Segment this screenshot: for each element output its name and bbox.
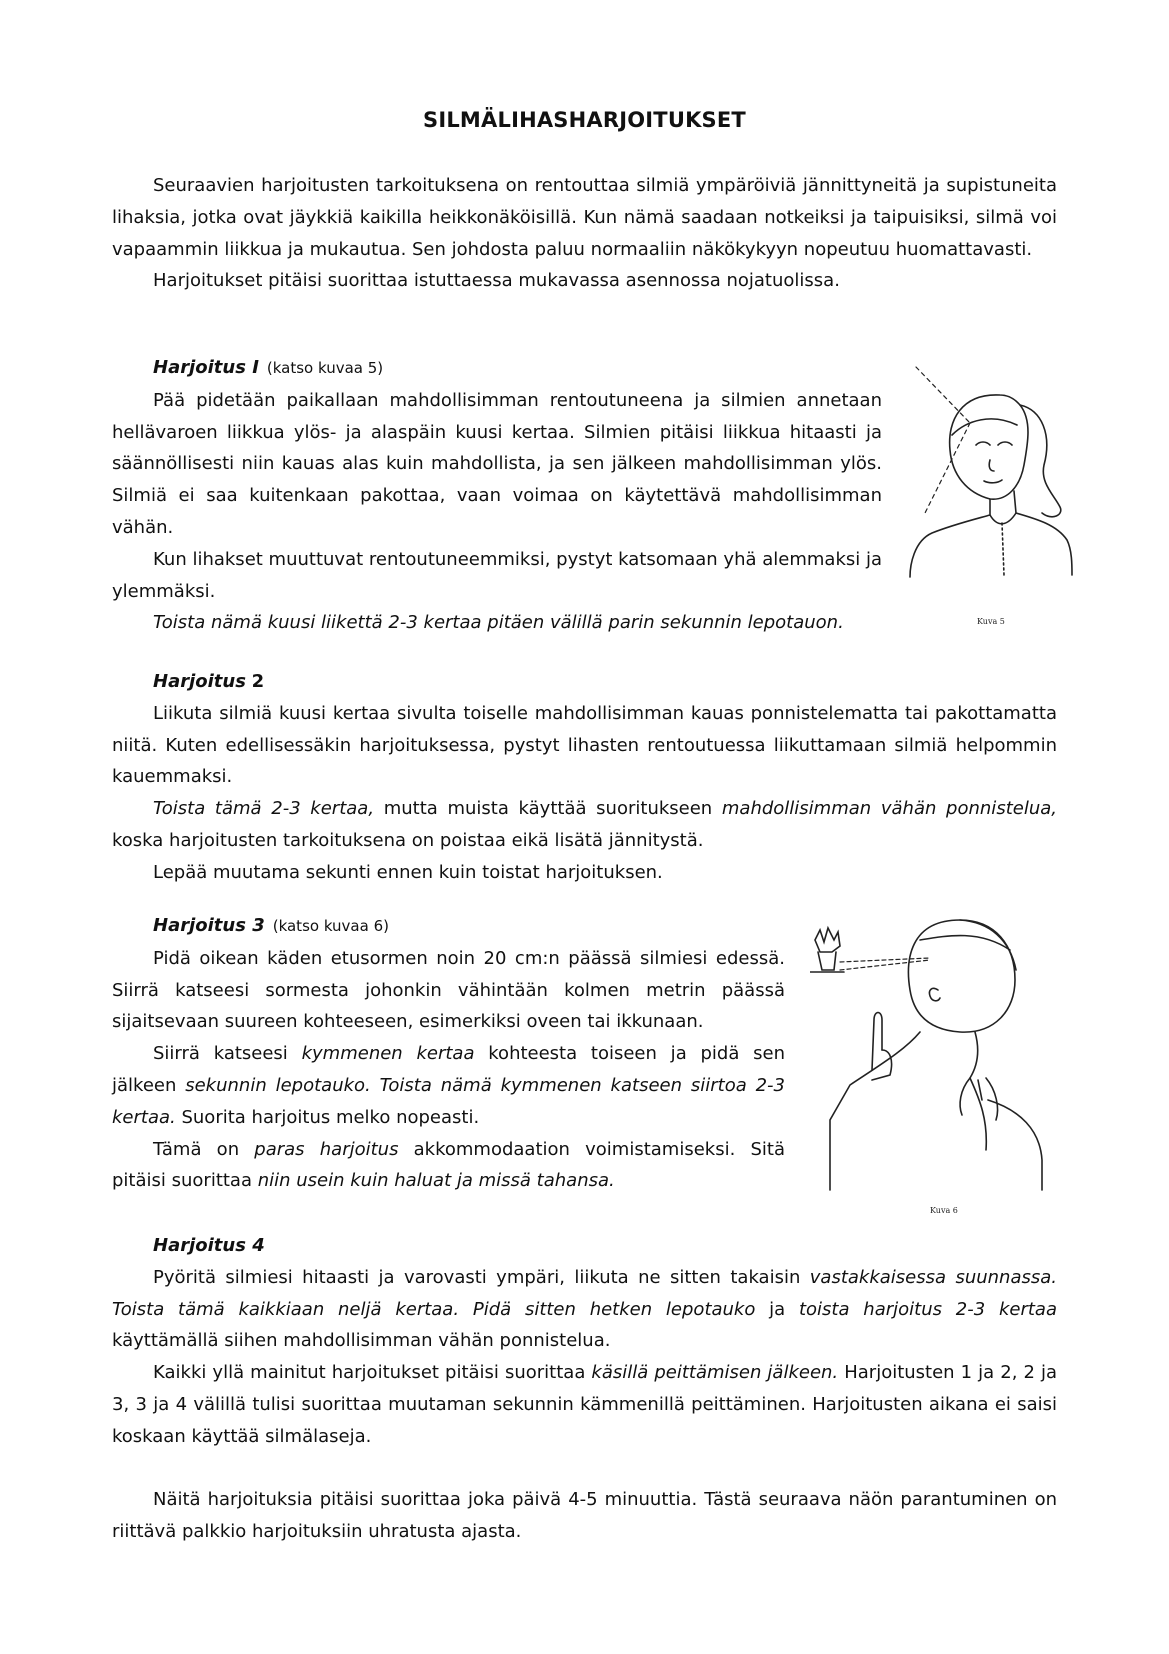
- exercise-2-text-end: koska harjoitusten tarkoituksena on poistaa eikä lisätä jännitystä.: [112, 829, 704, 851]
- exercise-2-number: 2: [251, 671, 265, 692]
- exercise-1-figure-reference: (katso kuvaa 5): [266, 359, 384, 377]
- intro-paragraph-1: Seuraavien harjoitusten tarkoituksena on rentouttaa silmiä ympäröiviä jännittyneitä ja supistuneita lihaksia, jotka ovat jäykkiä kaikilla heikkonäköisillä. Kun nämä saadaan notkeiksi ja taipuisiksi, silmä voi vapaammin liikkua ja mukautua. Sen johdosta paluu normaaliin näkökykyyn nopeutuu huomattavasti.: [112, 175, 1057, 260]
- exercise-4-paragraph-1: [112, 1262, 1057, 1357]
- exercise-3-title: Harjoitus 3: [153, 915, 265, 936]
- exercise-3-anywhere: niin usein kuin haluat ja missä tahansa.: [257, 1170, 615, 1192]
- exercise-2-paragraph-2: [112, 793, 1057, 857]
- exercise-1-paragraph-1: Pää pidetään paikallaan mahdollisimman rentoutuneena ja silmien annetaan hellävaroen liikkua ylös- ja alaspäin kuusi kertaa. Silmien pitäisi liikkua hitaasti ja säännöllisesti niin kauas alas kuin mahdollista, ja sen jälkeen mahdollisimman ylös. Silmiä ei saa kuitenkaan pakottaa, vaan voimaa on käytettävä mahdollisimman vähän.: [112, 389, 882, 538]
- exercise-4-section: [112, 1230, 1057, 1453]
- exercise-1-title: Harjoitus I: [153, 357, 259, 378]
- woman-looking-up-illustration: [892, 365, 1082, 615]
- exercise-4-paragraph-2: [112, 1357, 1057, 1452]
- exercise-3-heading: [153, 910, 785, 943]
- exercise-4-all-exercises: Kaikki yllä mainitut harjoitukset pitäisi suorittaa: [153, 1362, 592, 1384]
- figure-kuva-5-caption: Kuva 5: [977, 617, 1005, 626]
- exercise-1-heading: [153, 352, 882, 385]
- exercise-3-text-mid: kohteesta toiseen ja pidä sen jälkeen: [112, 1043, 785, 1096]
- exercise-2-effort-note: mahdollisimman vähän ponnistelua,: [721, 798, 1057, 820]
- exercise-3-paragraph-3: [112, 1134, 785, 1198]
- woman-focusing-finger-illustration: [810, 900, 1070, 1200]
- exercise-2-heading: [153, 666, 1057, 698]
- exercise-3-rest-instruction: sekunnin lepotauko. Toista nämä kymmenen katseen siirtoa 2-3 kertaa.: [112, 1074, 785, 1128]
- figure-kuva-6-caption: Kuva 6: [930, 1206, 958, 1215]
- exercise-3-best-exercise: paras harjoitus: [254, 1138, 399, 1160]
- exercise-4-after-palming: käsillä peittämisen jälkeen.: [591, 1362, 839, 1384]
- exercise-1-paragraph-2: Kun lihakset muuttuvat rentoutuneemmiksi, pystyt katsomaan yhä alemmaksi ja ylemmäksi.: [112, 548, 883, 602]
- exercise-2-paragraph-3: Lepää muutama sekunti ennen kuin toistat harjoituksen.: [153, 861, 663, 883]
- exercise-4-heading: [153, 1230, 1057, 1262]
- exercise-3-best-intro: Tämä on: [153, 1138, 255, 1160]
- exercise-1-section: [112, 352, 882, 639]
- exercise-4-palming-note: Harjoitusten 1 ja 2, 2 ja 3, 3 ja 4 välillä tulisi suorittaa muutaman sekunnin kämmenillä peittäminen. Harjoitusten aikana ei saisi koskaan käyttää silmälaseja.: [112, 1362, 1058, 1447]
- exercise-1-repeat-instruction: Toista nämä kuusi liikettä 2-3 kertaa pitäen välillä parin sekunnin lepotauon.: [153, 612, 844, 634]
- exercise-2-repeat-instruction: Toista tämä 2-3 kertaa,: [153, 798, 375, 820]
- exercise-2-paragraph-1: Liikuta silmiä kuusi kertaa sivulta toiselle mahdollisimman kauas ponnistelematta tai pakottamatta niitä. Kuten edellisessäkin harjoituksessa, pystyt lihasten rentoutuessa liikuttamaan silmiä helpommin kauemmaksi.: [112, 702, 1057, 788]
- exercise-3-text: Siirrä katseesi: [153, 1043, 302, 1065]
- page-title: SILMÄLIHASHARJOITUKSET: [423, 108, 746, 132]
- exercise-4-title: Harjoitus 4: [153, 1235, 265, 1256]
- exercise-3-figure-reference: (katso kuvaa 6): [272, 917, 389, 935]
- closing-paragraph: Näitä harjoituksia pitäisi suorittaa joka päivä 4-5 minuuttia. Tästä seuraava näön parantuminen on riittävä palkkio harjoituksiin uhratusta ajasta.: [112, 1489, 1057, 1542]
- exercise-1-paragraph-3: [112, 607, 882, 639]
- exercise-2-text: mutta muista käyttää suoritukseen: [374, 798, 722, 820]
- exercise-2-title: Harjoitus: [153, 671, 246, 692]
- exercise-3-text-end: Suorita harjoitus melko nopeasti.: [175, 1106, 480, 1128]
- exercise-3-ten-times: kymmenen kertaa: [301, 1043, 475, 1065]
- exercise-4-repeat: toista harjoitus 2-3 kertaa: [798, 1298, 1057, 1320]
- intro-paragraph-2: Harjoitukset pitäisi suorittaa istuttaessa mukavassa asennossa nojatuolissa.: [153, 270, 840, 292]
- exercise-3-paragraph-1: Pidä oikean käden etusormen noin 20 cm:n päässä silmiesi edessä. Siirrä katseesi sormesta johonkin vähintään kolmen metrin päässä sijaitsevaan suureen kohteeseen, esimerkiksi oveen tai ikkunaan.: [112, 947, 785, 1033]
- closing-section: [112, 1484, 1057, 1548]
- exercise-2-section: [112, 666, 1057, 889]
- exercise-4-text-end: käyttämällä siihen mahdollisimman vähän ponnistelua.: [112, 1330, 611, 1352]
- exercise-4-and: ja: [755, 1298, 799, 1320]
- figure-kuva-6: [810, 900, 1070, 1200]
- exercise-3-best-text: akkommodaation voimistamiseksi. Sitä pitäisi suorittaa: [112, 1138, 786, 1192]
- exercise-3-paragraph-2: [112, 1038, 785, 1133]
- intro-section: [112, 170, 1057, 297]
- exercise-4-opposite-direction: vastakkaisessa suunnassa. Toista tämä kaikkiaan neljä kertaa. Pidä sitten hetken lepotauko: [112, 1266, 1057, 1320]
- figure-kuva-5: [892, 365, 1082, 615]
- exercise-3-section: [112, 910, 785, 1197]
- exercise-4-text: Pyöritä silmiesi hitaasti ja varovasti ympäri, liikuta ne sitten takaisin: [153, 1266, 810, 1288]
